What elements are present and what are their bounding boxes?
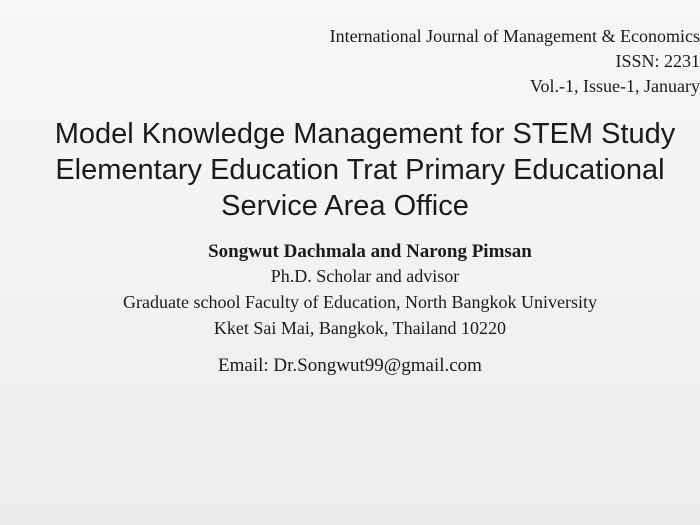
journal-issn: ISSN: 2231	[615, 51, 700, 71]
author-email: Email: Dr.Songwut99@gmail.com	[218, 355, 482, 376]
title-line-2: Elementary Education Trat Primary Educational	[55, 154, 665, 186]
author-role: Ph.D. Scholar and advisor	[270, 266, 460, 286]
paper-title	[0, 116, 700, 224]
title-line-3: Service Area Office	[221, 190, 469, 222]
author-address: Kket Sai Mai, Bangkok, Thailand 10220	[213, 318, 507, 338]
journal-name: International Journal of Management & Economics	[329, 26, 700, 46]
journal-header	[330, 24, 700, 99]
title-line-1: Model Knowledge Management for STEM Study	[54, 118, 676, 150]
journal-volume: Vol.-1, Issue-1, January	[529, 76, 700, 96]
paper-authors: Songwut Dachmala and Narong Pimsan	[208, 241, 532, 262]
author-affiliation: Graduate school Faculty of Education, North Bangkok University	[123, 292, 597, 312]
